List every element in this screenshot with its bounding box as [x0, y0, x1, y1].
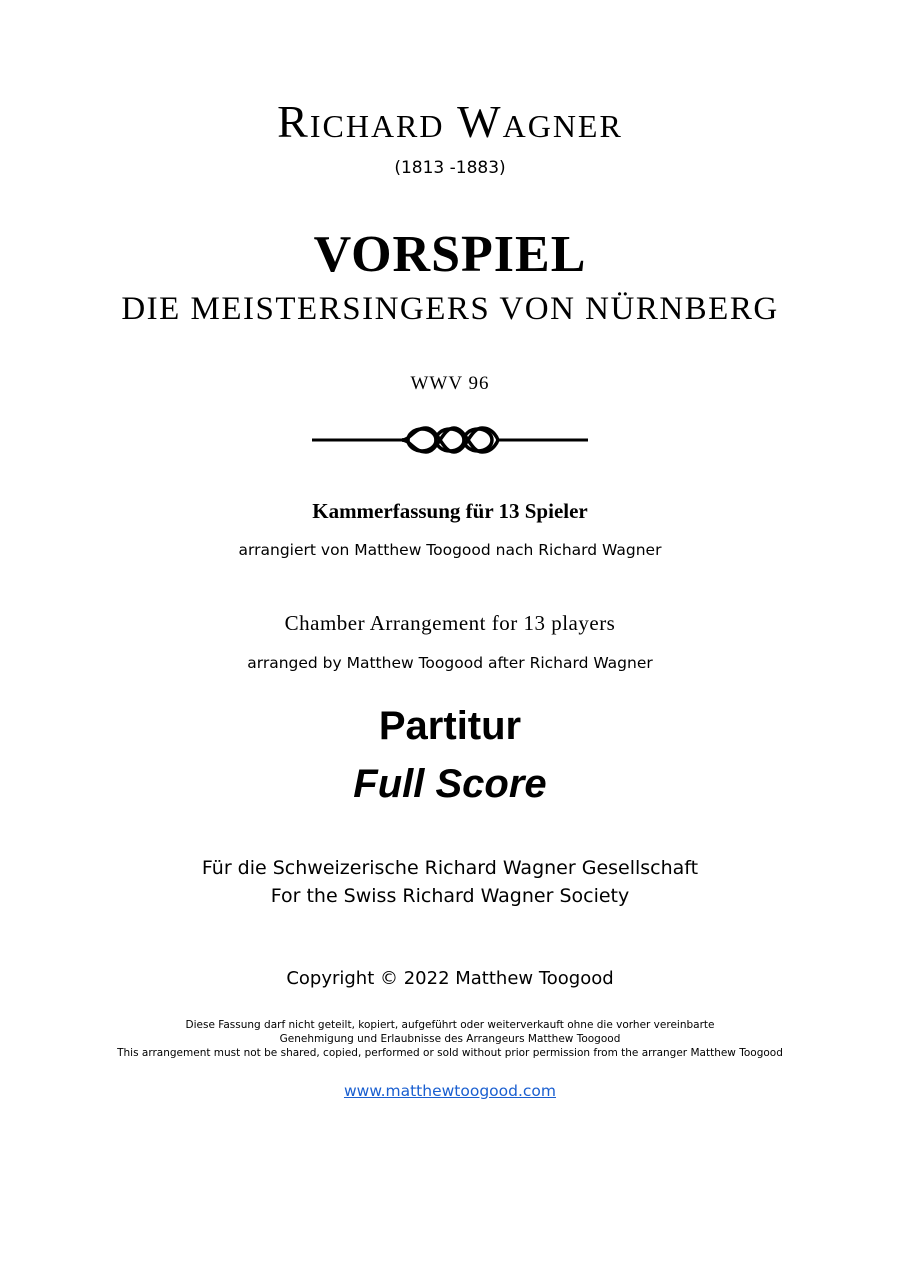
permission-notice-de-line2: Genehmigung und Erlaubnisse des Arrangeurs Matthew Toogood [279, 1033, 621, 1045]
score-label-de: Partitur [378, 704, 522, 748]
arrangement-credit-en: arranged by Matthew Toogood after Richard Wagner [247, 654, 653, 672]
permission-notice-en: This arrangement must not be shared, copied, performed or sold without prior permission from the arranger Matthew Toogood [117, 1047, 783, 1059]
website-link[interactable]: www.matthewtoogood.com [343, 1082, 557, 1100]
dedication-de: Für die Schweizerische Richard Wagner Gesellschaft [201, 857, 699, 879]
score-label-en: Full Score [353, 762, 547, 806]
catalog-number: WWV 96 [410, 373, 490, 394]
arrangement-title-de: Kammerfassung für 13 Spieler [312, 499, 588, 523]
arrangement-title-en: Chamber Arrangement for 13 players [284, 611, 616, 635]
permission-notice-de-line1: Diese Fassung darf nicht geteilt, kopiert, aufgeführt oder weiterverkauft ohne die vorher vereinbarte [185, 1019, 715, 1031]
website-container [0, 1080, 900, 1102]
arrangement-credit-de: arrangiert von Matthew Toogood nach Richard Wagner [238, 541, 662, 559]
knot-ornament-icon [310, 420, 590, 460]
work-title: VORSPIEL [313, 226, 587, 283]
composer-dates: (1813 -1883) [394, 158, 506, 178]
composer-name: Richard Wagner [277, 96, 623, 147]
dedication-en: For the Swiss Richard Wagner Society [270, 885, 630, 907]
copyright-line: Copyright © 2022 Matthew Toogood [286, 968, 614, 989]
work-subtitle: DIE MEISTERSINGERS VON NÜRNBERG [121, 291, 779, 327]
